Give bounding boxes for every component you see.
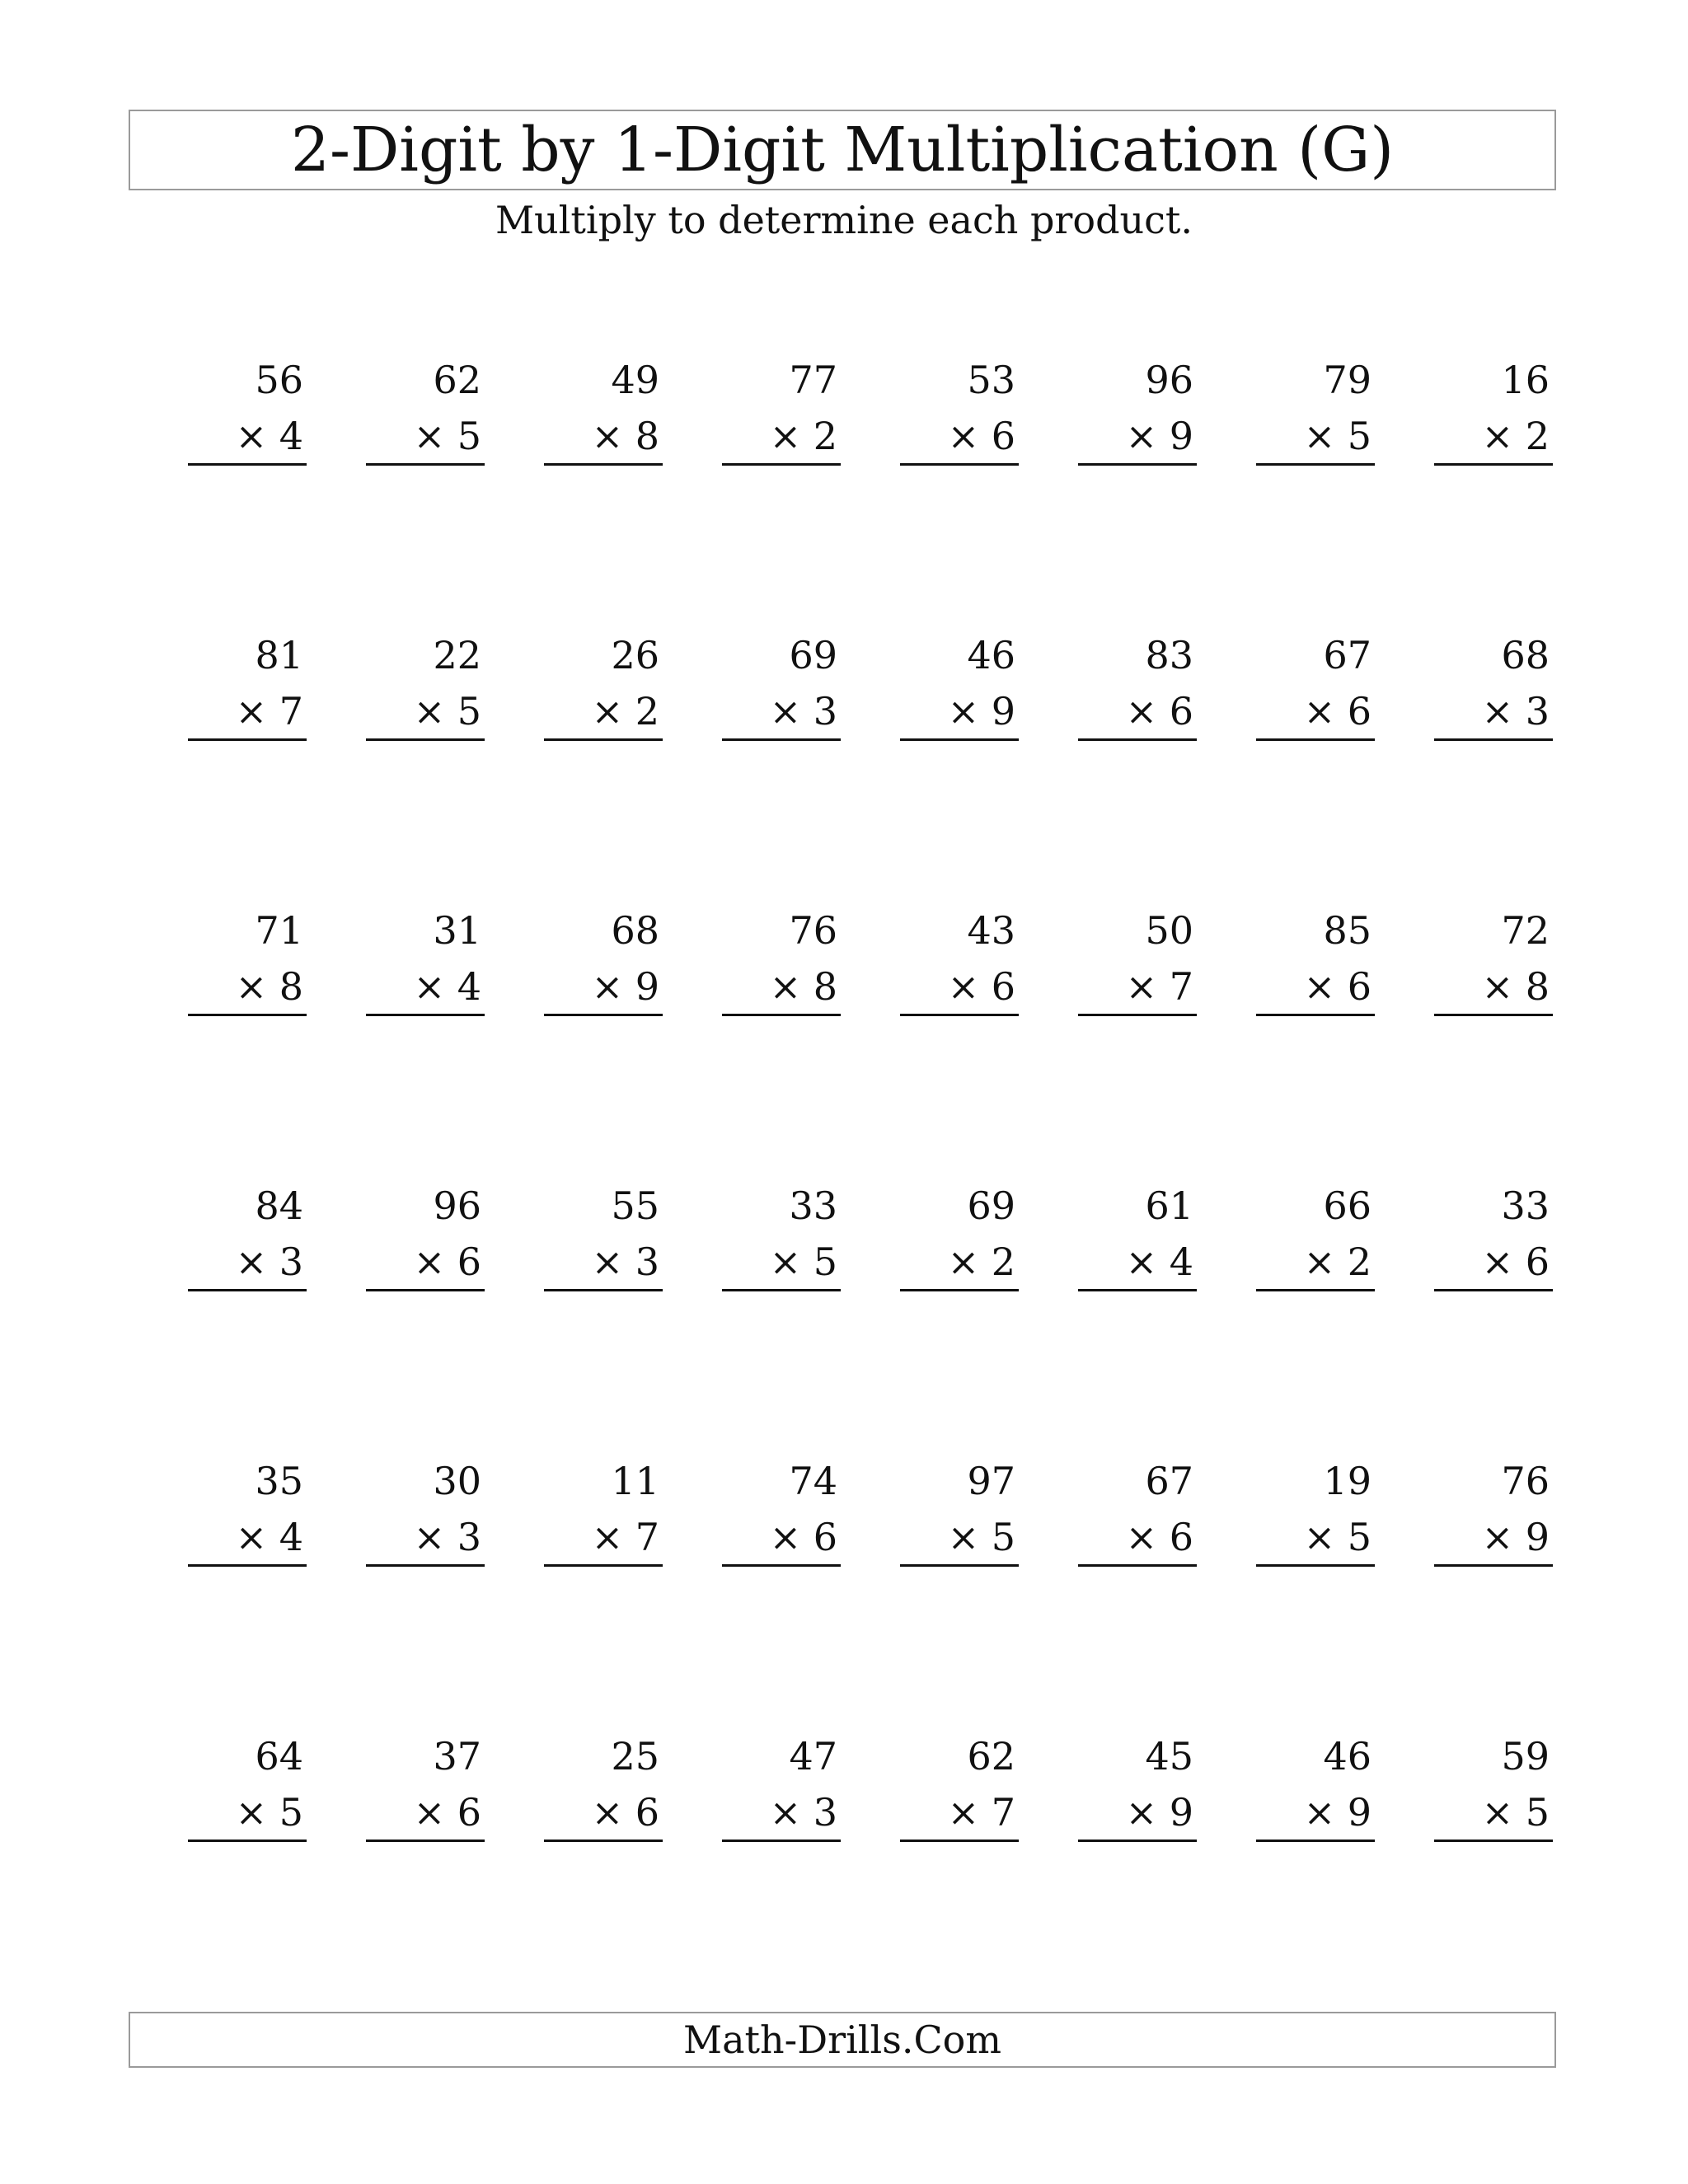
- answer-line: [188, 738, 307, 741]
- answer-line: [1434, 463, 1553, 466]
- multiplicand: 97: [967, 1459, 1015, 1503]
- problem-item: [544, 902, 663, 1033]
- multiplicand: 56: [255, 358, 303, 402]
- problem-item: [188, 1177, 307, 1309]
- answer-line: [900, 1840, 1019, 1842]
- multiplicand: 68: [1501, 633, 1550, 677]
- answer-line: [722, 1014, 841, 1016]
- multiplier: × 8: [769, 964, 837, 1009]
- multiplicand: 61: [1145, 1183, 1193, 1228]
- multiplicand: 77: [789, 358, 837, 402]
- multiplier: × 6: [1303, 964, 1372, 1009]
- page-title: 2-Digit by 1-Digit Multiplication (G): [290, 115, 1395, 185]
- multiplicand: 35: [255, 1459, 303, 1503]
- answer-line: [1078, 1014, 1197, 1016]
- multiplier: × 6: [1481, 1240, 1550, 1284]
- multiplicand: 84: [255, 1183, 303, 1228]
- problem-item: [188, 626, 307, 758]
- answer-line: [1078, 1564, 1197, 1567]
- answer-line: [1078, 738, 1197, 741]
- multiplicand: 46: [967, 633, 1015, 677]
- multiplicand: 81: [255, 633, 303, 677]
- answer-line: [722, 738, 841, 741]
- multiplier: × 6: [1303, 689, 1372, 733]
- answer-line: [900, 463, 1019, 466]
- multiplicand: 74: [789, 1459, 837, 1503]
- problem-item: [722, 902, 841, 1033]
- multiplier: × 7: [235, 689, 303, 733]
- answer-line: [544, 1014, 663, 1016]
- answer-line: [366, 1840, 485, 1842]
- problem-item: [722, 351, 841, 483]
- multiplier: × 5: [1303, 414, 1372, 458]
- footer-box: [129, 2012, 1556, 2068]
- answer-line: [1256, 1840, 1375, 1842]
- problem-item: [1078, 1727, 1197, 1859]
- problem-item: [1434, 351, 1553, 483]
- answer-line: [188, 1564, 307, 1567]
- multiplicand: 47: [789, 1734, 837, 1779]
- answer-line: [544, 1564, 663, 1567]
- multiplier: × 6: [413, 1240, 481, 1284]
- multiplicand: 62: [967, 1734, 1015, 1779]
- problem-item: [1256, 1727, 1375, 1859]
- problem-item: [1078, 626, 1197, 758]
- multiplier: × 7: [947, 1790, 1015, 1835]
- answer-line: [1434, 1289, 1553, 1291]
- answer-line: [722, 1840, 841, 1842]
- multiplicand: 16: [1501, 358, 1550, 402]
- multiplier: × 2: [591, 689, 659, 733]
- multiplier: × 5: [1481, 1790, 1550, 1835]
- answer-line: [366, 463, 485, 466]
- multiplier: × 6: [413, 1790, 481, 1835]
- footer-site-name: Math-Drills.Com: [683, 2018, 1001, 2062]
- multiplicand: 64: [255, 1734, 303, 1779]
- answer-line: [544, 738, 663, 741]
- answer-line: [1434, 1014, 1553, 1016]
- multiplier: × 7: [1125, 964, 1193, 1009]
- multiplier: × 3: [413, 1515, 481, 1559]
- multiplier: × 6: [1125, 1515, 1193, 1559]
- multiplicand: 85: [1323, 908, 1372, 953]
- answer-line: [366, 738, 485, 741]
- multiplicand: 69: [789, 633, 837, 677]
- problem-item: [1434, 1452, 1553, 1584]
- problem-item: [1256, 902, 1375, 1033]
- answer-line: [544, 1840, 663, 1842]
- problem-item: [366, 351, 485, 483]
- problem-item: [366, 1452, 485, 1584]
- answer-line: [900, 1014, 1019, 1016]
- answer-line: [544, 463, 663, 466]
- problem-item: [188, 902, 307, 1033]
- multiplicand: 11: [611, 1459, 659, 1503]
- problem-item: [1078, 902, 1197, 1033]
- problem-item: [900, 902, 1019, 1033]
- problem-item: [544, 1452, 663, 1584]
- answer-line: [188, 1289, 307, 1291]
- answer-line: [1078, 463, 1197, 466]
- multiplier: × 9: [1481, 1515, 1550, 1559]
- multiplicand: 37: [433, 1734, 481, 1779]
- multiplier: × 8: [235, 964, 303, 1009]
- answer-line: [1256, 1289, 1375, 1291]
- multiplicand: 62: [433, 358, 481, 402]
- answer-line: [900, 738, 1019, 741]
- answer-line: [1256, 1014, 1375, 1016]
- problem-item: [366, 626, 485, 758]
- multiplicand: 76: [789, 908, 837, 953]
- answer-line: [1078, 1840, 1197, 1842]
- multiplier: × 6: [769, 1515, 837, 1559]
- multiplicand: 33: [1501, 1183, 1550, 1228]
- multiplier: × 5: [413, 414, 481, 458]
- multiplier: × 5: [235, 1790, 303, 1835]
- multiplier: × 9: [947, 689, 1015, 733]
- answer-line: [722, 1289, 841, 1291]
- multiplier: × 5: [947, 1515, 1015, 1559]
- answer-line: [900, 1564, 1019, 1567]
- multiplier: × 3: [235, 1240, 303, 1284]
- multiplier: × 2: [769, 414, 837, 458]
- multiplier: × 6: [591, 1790, 659, 1835]
- answer-line: [544, 1289, 663, 1291]
- problem-item: [1434, 1177, 1553, 1309]
- multiplier: × 4: [235, 1515, 303, 1559]
- multiplier: × 9: [591, 964, 659, 1009]
- multiplier: × 2: [1481, 414, 1550, 458]
- multiplicand: 79: [1323, 358, 1372, 402]
- problem-item: [544, 351, 663, 483]
- problem-item: [1434, 626, 1553, 758]
- multiplier: × 2: [947, 1240, 1015, 1284]
- answer-line: [1256, 1564, 1375, 1567]
- problem-item: [366, 902, 485, 1033]
- multiplicand: 49: [611, 358, 659, 402]
- multiplicand: 72: [1501, 908, 1550, 953]
- problem-item: [188, 1452, 307, 1584]
- problem-item: [1078, 1452, 1197, 1584]
- answer-line: [1434, 1564, 1553, 1567]
- multiplicand: 76: [1501, 1459, 1550, 1503]
- multiplicand: 30: [433, 1459, 481, 1503]
- problem-item: [1256, 1452, 1375, 1584]
- multiplier: × 3: [769, 689, 837, 733]
- multiplicand: 31: [433, 908, 481, 953]
- multiplicand: 67: [1145, 1459, 1193, 1503]
- problem-item: [900, 1727, 1019, 1859]
- multiplier: × 8: [1481, 964, 1550, 1009]
- multiplier: × 6: [1125, 689, 1193, 733]
- multiplier: × 5: [769, 1240, 837, 1284]
- multiplicand: 19: [1323, 1459, 1372, 1503]
- problem-item: [900, 351, 1019, 483]
- multiplicand: 96: [433, 1183, 481, 1228]
- multiplicand: 33: [789, 1183, 837, 1228]
- answer-line: [1256, 463, 1375, 466]
- multiplier: × 3: [1481, 689, 1550, 733]
- multiplicand: 66: [1323, 1183, 1372, 1228]
- answer-line: [188, 1014, 307, 1016]
- problem-item: [1256, 1177, 1375, 1309]
- multiplier: × 8: [591, 414, 659, 458]
- problem-item: [900, 1177, 1019, 1309]
- answer-line: [722, 1564, 841, 1567]
- answer-line: [900, 1289, 1019, 1291]
- problem-item: [722, 1727, 841, 1859]
- multiplier: × 2: [1303, 1240, 1372, 1284]
- multiplier: × 3: [769, 1790, 837, 1835]
- problem-item: [188, 351, 307, 483]
- answer-line: [1078, 1289, 1197, 1291]
- multiplicand: 55: [611, 1183, 659, 1228]
- problem-item: [544, 1177, 663, 1309]
- problem-item: [544, 1727, 663, 1859]
- multiplicand: 46: [1323, 1734, 1372, 1779]
- multiplicand: 71: [255, 908, 303, 953]
- multiplicand: 43: [967, 908, 1015, 953]
- multiplicand: 26: [611, 633, 659, 677]
- multiplicand: 83: [1145, 633, 1193, 677]
- problem-item: [1256, 626, 1375, 758]
- instructions: Multiply to determine each product.: [495, 198, 1193, 242]
- multiplicand: 67: [1323, 633, 1372, 677]
- problem-item: [1256, 351, 1375, 483]
- problem-item: [900, 1452, 1019, 1584]
- problem-item: [900, 626, 1019, 758]
- multiplicand: 69: [967, 1183, 1015, 1228]
- multiplier: × 9: [1125, 414, 1193, 458]
- answer-line: [366, 1014, 485, 1016]
- answer-line: [188, 463, 307, 466]
- problem-grid: [188, 351, 1556, 2003]
- multiplier: × 5: [1303, 1515, 1372, 1559]
- problem-item: [1078, 351, 1197, 483]
- answer-line: [1434, 738, 1553, 741]
- answer-line: [366, 1289, 485, 1291]
- multiplicand: 25: [611, 1734, 659, 1779]
- multiplicand: 50: [1145, 908, 1193, 953]
- multiplicand: 59: [1501, 1734, 1550, 1779]
- problem-item: [722, 1177, 841, 1309]
- problem-item: [544, 626, 663, 758]
- multiplier: × 4: [413, 964, 481, 1009]
- multiplicand: 68: [611, 908, 659, 953]
- problem-item: [1434, 1727, 1553, 1859]
- multiplier: × 7: [591, 1515, 659, 1559]
- multiplier: × 6: [947, 964, 1015, 1009]
- multiplicand: 22: [433, 633, 481, 677]
- title-box: [129, 110, 1556, 190]
- problem-item: [722, 626, 841, 758]
- answer-line: [1256, 738, 1375, 741]
- multiplier: × 4: [235, 414, 303, 458]
- answer-line: [366, 1564, 485, 1567]
- problem-item: [188, 1727, 307, 1859]
- multiplicand: 53: [967, 358, 1015, 402]
- problem-item: [1078, 1177, 1197, 1309]
- answer-line: [1434, 1840, 1553, 1842]
- problem-item: [1434, 902, 1553, 1033]
- problem-item: [366, 1177, 485, 1309]
- answer-line: [188, 1840, 307, 1842]
- multiplier: × 4: [1125, 1240, 1193, 1284]
- multiplier: × 5: [413, 689, 481, 733]
- problem-item: [722, 1452, 841, 1584]
- multiplicand: 96: [1145, 358, 1193, 402]
- multiplier: × 9: [1125, 1790, 1193, 1835]
- multiplier: × 9: [1303, 1790, 1372, 1835]
- multiplier: × 3: [591, 1240, 659, 1284]
- multiplicand: 45: [1145, 1734, 1193, 1779]
- answer-line: [722, 463, 841, 466]
- problem-item: [366, 1727, 485, 1859]
- multiplier: × 6: [947, 414, 1015, 458]
